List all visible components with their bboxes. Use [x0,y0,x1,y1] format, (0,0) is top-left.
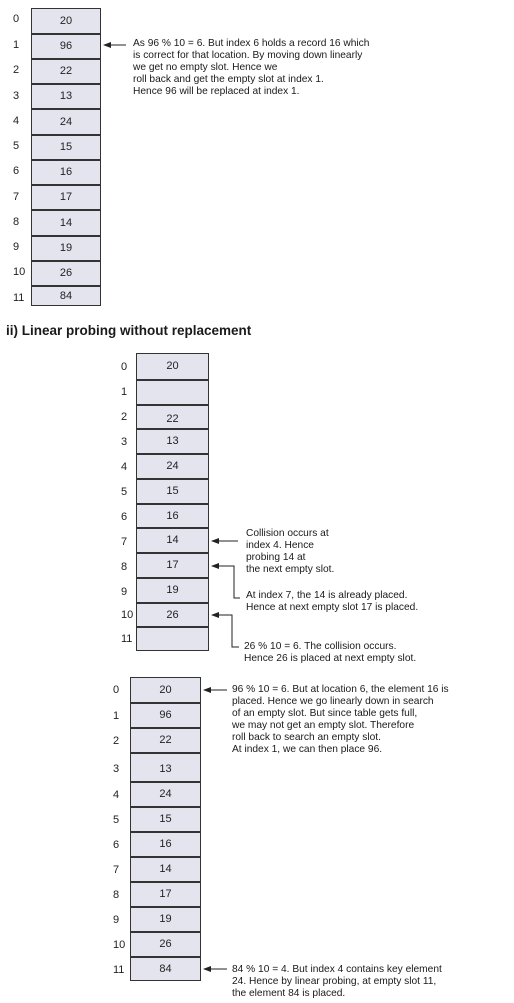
annotation-note: 96 % 10 = 6. But at location 6, the element 16 is placed. Hence we go linearly down in search of an empty slot. But since table gets full, we may not get an empty slot. Therefore roll back to search an empty slot. At index 1, we can then place 96. [232,684,449,755]
index-label: 3 [113,763,120,775]
index-label: 10 [121,609,134,621]
index-label: 6 [113,839,120,851]
index-label: 3 [13,90,20,102]
index-label: 2 [113,735,120,747]
table-cell: 19 [136,578,209,603]
annotation-note: As 96 % 10 = 6. But index 6 holds a record 16 which is correct for that location. By moving down linearly we get no empty slot. Hence we roll back and get the empty slot at index 1. Hence 96 will be replaced at index 1. [133,38,370,97]
table-cell: 13 [31,84,101,109]
index-label: 2 [13,64,20,76]
table-cell: 24 [130,782,201,807]
index-label: 11 [13,292,25,304]
table-cell: 84 [130,957,201,981]
table-cell: 24 [31,109,101,135]
index-label: 8 [113,889,120,901]
table-cell: 16 [130,832,201,857]
index-label: 10 [13,266,26,278]
index-label: 6 [121,511,128,523]
annotation-note: 26 % 10 = 6. The collision occurs. Hence 26 is placed at next empty slot. [244,641,417,664]
table-cell: 17 [31,185,101,210]
index-label: 7 [121,536,128,548]
index-label: 9 [13,241,20,253]
index-label: 1 [113,710,120,722]
table-cell: 22 [130,728,201,753]
index-label: 4 [113,789,120,801]
index-label: 0 [113,684,120,696]
table-cell: 19 [130,907,201,932]
index-label: 2 [121,411,128,423]
table-cell: 20 [136,353,209,380]
table-cell: 14 [31,210,101,236]
index-label: 3 [121,436,128,448]
table-cell: 96 [31,34,101,59]
table-cell: 17 [130,882,201,907]
table-cell: 26 [130,932,201,957]
hash-table-3 [0,0,240,1003]
index-label: 9 [121,586,128,598]
index-label: 4 [121,461,128,473]
index-label: 7 [13,191,20,203]
table-cell: 96 [130,703,201,728]
index-label: 7 [113,864,120,876]
table-cell: 14 [130,857,201,882]
table-cell: 15 [136,479,209,504]
table-cell: 20 [31,8,101,34]
index-label: 6 [13,165,20,177]
index-label: 8 [121,561,128,573]
index-label: 10 [113,939,126,951]
table-cell: 15 [31,135,101,160]
table-cell: 17 [136,553,209,578]
table-cell: 16 [136,504,209,528]
index-label: 5 [13,140,20,152]
table-cell: 19 [31,236,101,261]
index-label: 1 [121,386,128,398]
index-label: 1 [13,39,20,51]
index-label: 0 [121,361,128,373]
table-cell: 26 [136,603,209,627]
index-label: 9 [113,914,120,926]
index-label: 8 [13,216,20,228]
table-cell: 16 [31,160,101,185]
table-cell: 22 [136,405,209,429]
index-label: 4 [13,115,20,127]
annotation-note: At index 7, the 14 is already placed. Hence at next empty slot 17 is placed. [246,590,419,613]
table-cell: 14 [136,528,209,553]
index-label: 5 [121,486,128,498]
table-cell: 15 [130,807,201,832]
index-label: 11 [121,633,133,645]
table-cell: 13 [130,753,201,782]
table-cell: 22 [31,59,101,84]
annotation-note: Collision occurs at index 4. Hence probing 14 at the next empty slot. [246,528,335,575]
index-label: 11 [113,964,125,976]
table-cell: 26 [31,261,101,286]
table-cell: 20 [130,677,201,703]
table-cell: 84 [31,286,101,306]
index-label: 5 [113,814,120,826]
annotation-note: 84 % 10 = 4. But index 4 contains key element 24. Hence by linear probing, at empty slot 11, the element 84 is placed. [232,964,442,999]
section-heading: ii) Linear probing without replacement [6,323,252,338]
table-cell: 24 [136,454,209,479]
table-cell: 13 [136,429,209,454]
index-label: 0 [13,13,20,25]
